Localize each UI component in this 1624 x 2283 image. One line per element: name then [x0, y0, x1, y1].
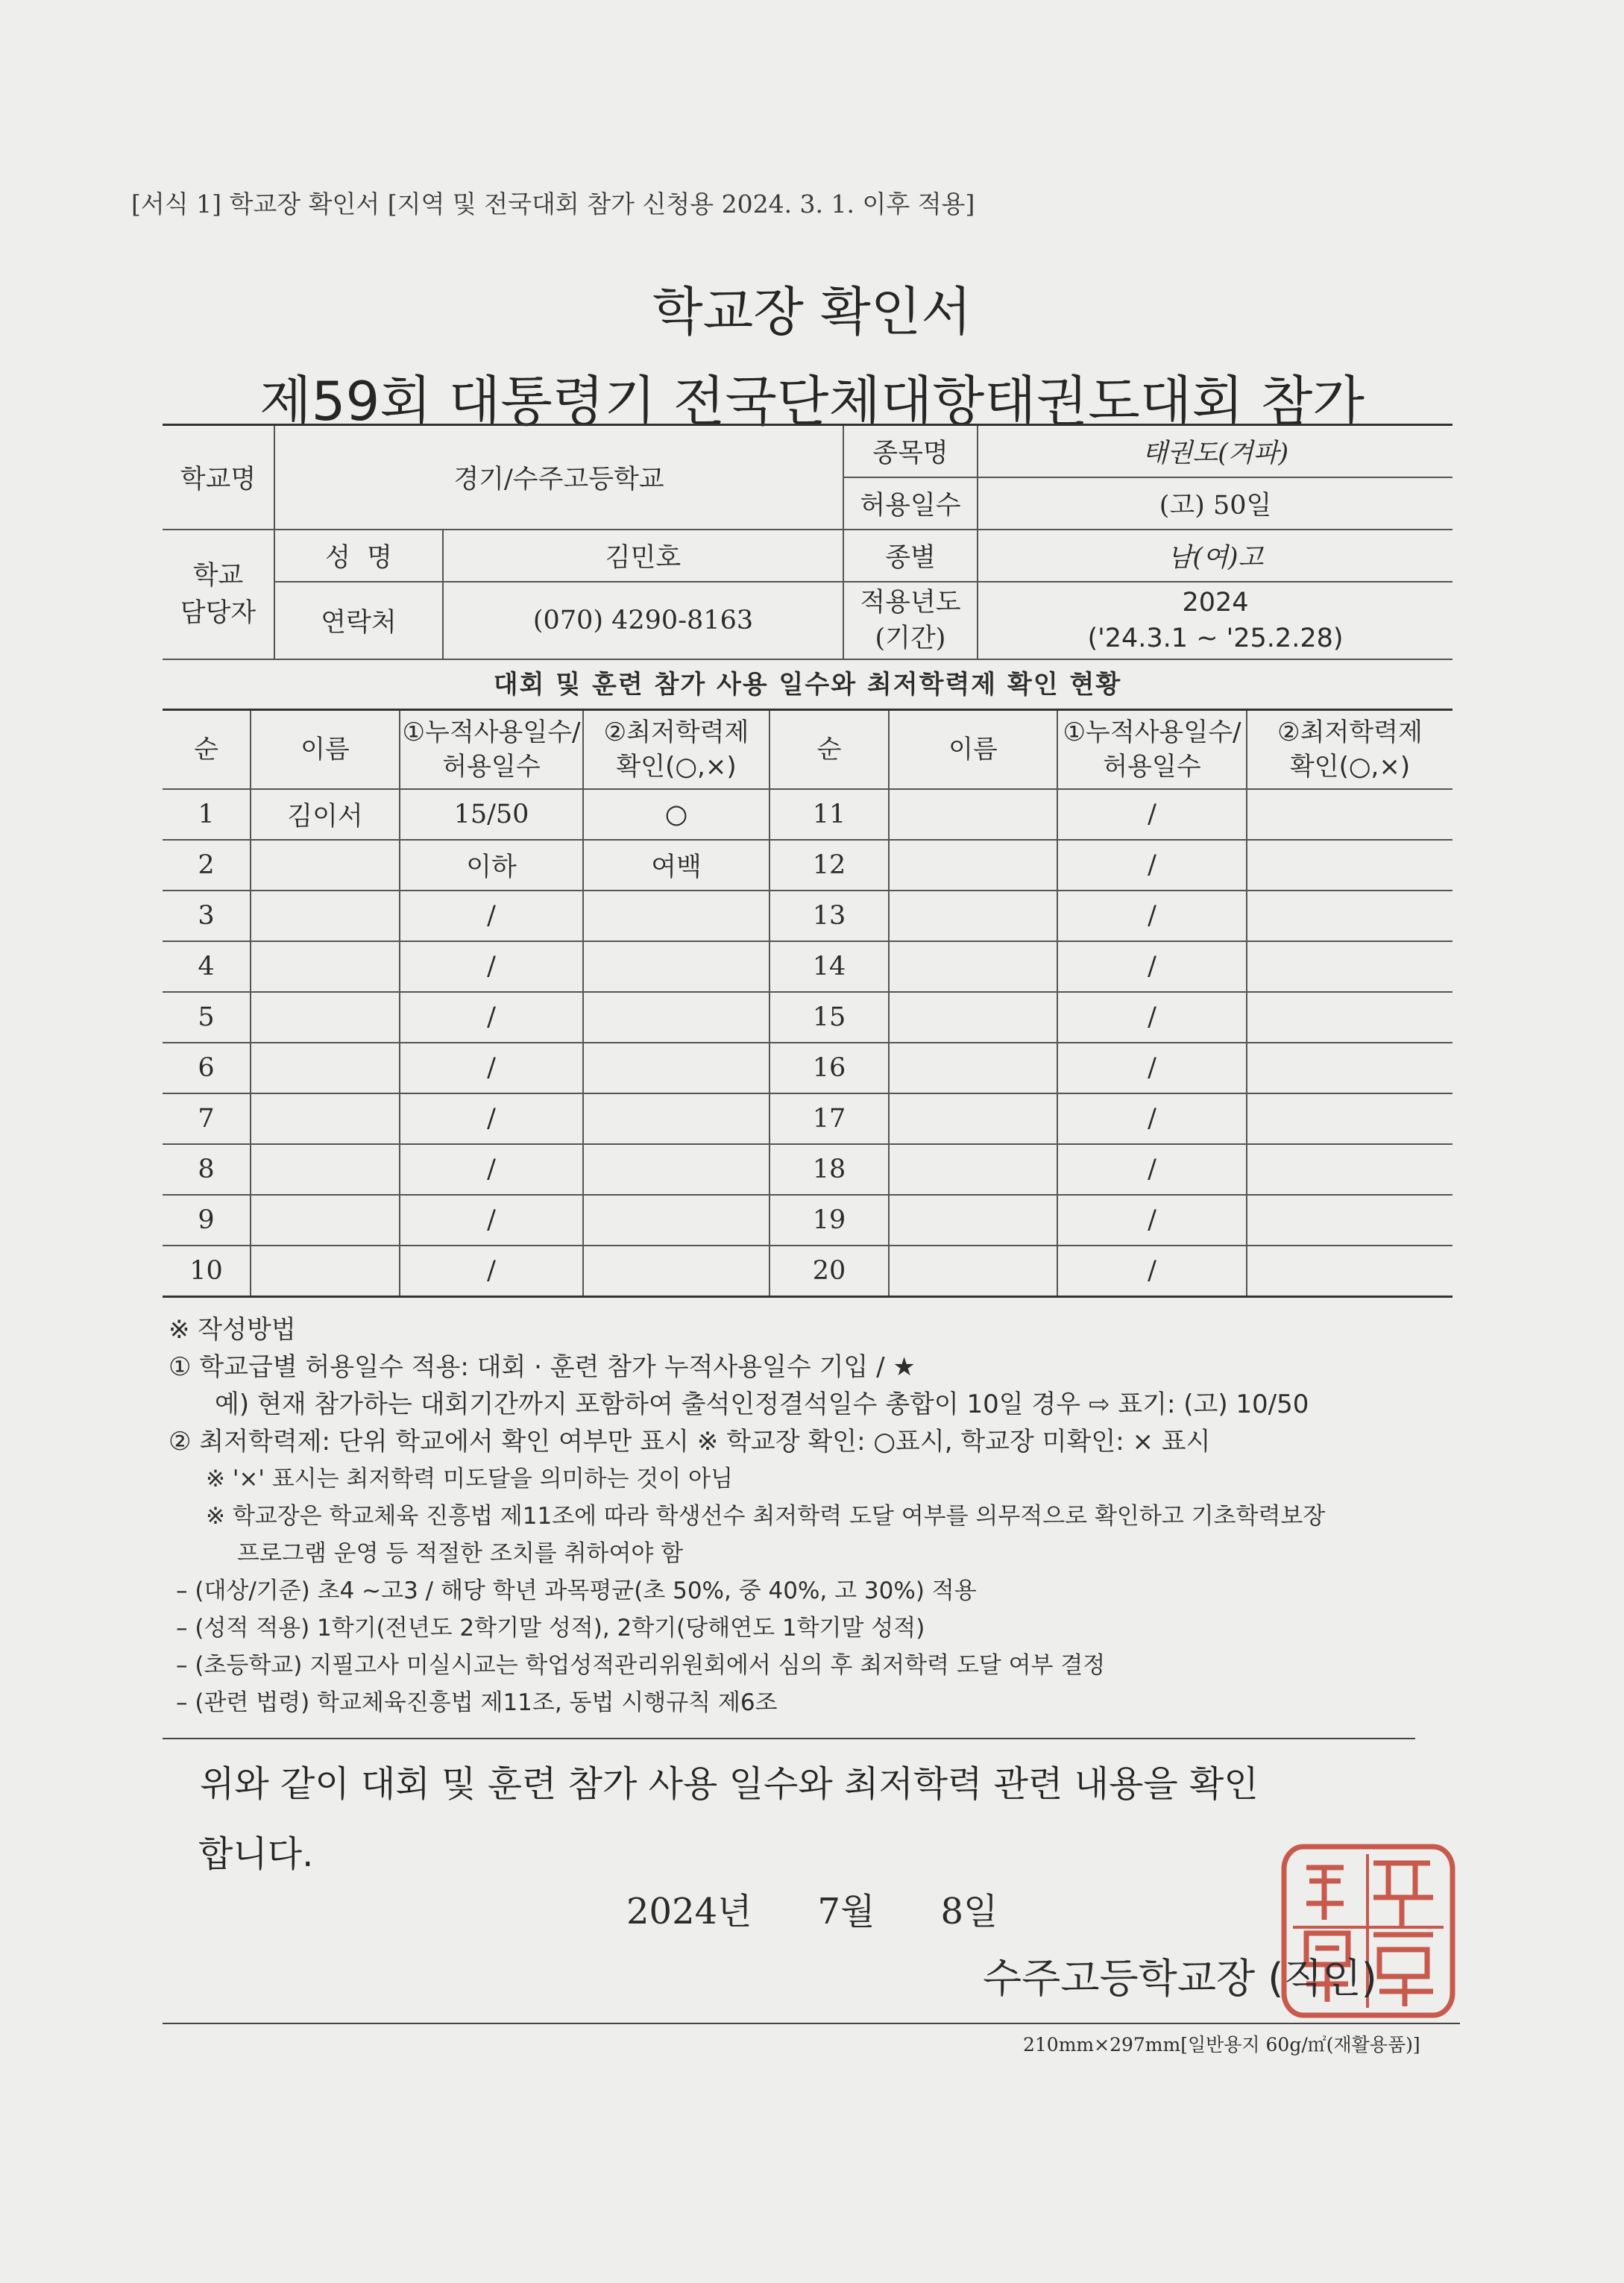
instruction-note-2-cont: 프로그램 운영 등 적절한 조치를 취하여야 함: [237, 1540, 684, 1567]
row-no: 9: [163, 1195, 251, 1246]
row-days-right: /: [1057, 891, 1247, 941]
row-no-right: 12: [769, 840, 889, 891]
row-no-right: 15: [769, 992, 889, 1043]
contact-group-label: [163, 530, 274, 659]
row-days: /: [400, 941, 583, 992]
instruction-dash-1: – (대상/기준) 초4 ~고3 / 해당 학년 과목평균(초 50%, 중 40%, 고 30%) 적용: [176, 1577, 977, 1604]
instruction-note-2: ※ 학교장은 학교체육 진흥법 제11조에 따라 학생선수 최저학력 도달 여부를 의무적으로 확인하고 기초학력보장: [206, 1503, 1326, 1530]
contact-group-label-2: 담당자: [180, 597, 256, 628]
row-no-right: 19: [769, 1195, 889, 1246]
instruction-dash-2: – (성적 적용) 1학기(전년도 2학기말 성적), 2학기(당해연도 1학기말 성적): [176, 1615, 925, 1642]
header-days: [400, 710, 583, 790]
confirmation-line-2: 합니다.: [198, 1833, 314, 1875]
row-days-right: /: [1057, 840, 1247, 891]
row-no: 5: [163, 992, 251, 1043]
row-check: ○: [583, 789, 769, 840]
row-check-right: [1247, 1144, 1453, 1195]
row-days: /: [400, 1093, 583, 1144]
row-days-right: /: [1057, 1195, 1247, 1246]
row-check: [583, 1144, 769, 1195]
row-check: [583, 891, 769, 941]
row-check-right: [1247, 789, 1453, 840]
row-no: 2: [163, 840, 251, 891]
year-label-1: 적용년도: [860, 587, 961, 618]
table-row: [163, 1043, 1453, 1093]
row-check-right: [1247, 992, 1453, 1043]
info-table: [163, 424, 1453, 660]
header-check-right-1: ②최저학력제: [1277, 717, 1423, 747]
status-title: 대회 및 훈련 참가 사용 일수와 최저학력제 확인 현황: [493, 670, 1122, 700]
form-note: [서식 1] 학교장 확인서 [지역 및 전국대회 참가 신청용 2024. 3. 1. 이후 적용]: [131, 189, 975, 219]
header-check: [583, 710, 769, 790]
event-value: 태권도(겨파): [978, 425, 1453, 477]
period-value: ('24.3.1 ~ '25.2.28): [1087, 623, 1344, 653]
header-days-right: [1057, 710, 1247, 790]
year-label: [843, 582, 978, 659]
row-days-right: /: [1057, 941, 1247, 992]
row-check: [583, 1043, 769, 1093]
school-label: 학교명: [163, 425, 274, 530]
row-check-right: [1247, 941, 1453, 992]
year-value-cell: [978, 582, 1453, 659]
table-row: [163, 1144, 1453, 1195]
table-row: [163, 891, 1453, 941]
header-check-2: 확인(○,×): [616, 752, 737, 782]
date-month: 7월: [817, 1891, 875, 1932]
row-name-right: [889, 1043, 1057, 1093]
row-check: [583, 941, 769, 992]
table-row: [163, 789, 1453, 840]
header-no: 순: [163, 710, 251, 790]
header-days-2: 허용일수: [442, 752, 541, 782]
row-name-right: [889, 789, 1057, 840]
category-label: 종별: [843, 530, 978, 582]
row-no: 7: [163, 1093, 251, 1144]
year-value: 2024: [1182, 587, 1249, 618]
row-check: [583, 1246, 769, 1297]
row-name-right: [889, 1246, 1057, 1297]
divider-bottom: [163, 2023, 1460, 2024]
instruction-item-1-example: 예) 현재 참가하는 대회기간까지 포함하여 출석인정결석일수 총합이 10일 경우 ⇨ 표기: (고) 10/50: [215, 1389, 1309, 1419]
row-days: /: [400, 1195, 583, 1246]
status-grid: [163, 709, 1453, 1298]
instruction-item-1: ① 학교급별 허용일수 적용: 대회 · 훈련 참가 누적사용일수 기입 / ★: [169, 1352, 916, 1382]
name-value: 김민호: [443, 530, 843, 582]
allowed-days-value: (고) 50일: [978, 477, 1453, 530]
row-name: 김이서: [251, 789, 400, 840]
row-days: /: [400, 1043, 583, 1093]
table-row: [163, 1093, 1453, 1144]
row-name-right: [889, 992, 1057, 1043]
row-name: [251, 1246, 400, 1297]
header-check-right-2: 확인(○,×): [1289, 752, 1411, 782]
row-no: 10: [163, 1246, 251, 1297]
row-no-right: 13: [769, 891, 889, 941]
row-check-right: [1247, 840, 1453, 891]
row-no: 4: [163, 941, 251, 992]
document-subtitle: 제59회 대통령기 전국단체대항태권도대회 참가: [259, 370, 1365, 433]
row-name: [251, 891, 400, 941]
header-name: 이름: [251, 710, 400, 790]
row-no-right: 16: [769, 1043, 889, 1093]
row-no: 1: [163, 789, 251, 840]
row-check-right: [1247, 1093, 1453, 1144]
instructions-heading: ※ 작성방법: [169, 1315, 296, 1345]
table-row: [163, 941, 1453, 992]
table-row: [163, 1246, 1453, 1297]
row-check: 여백: [583, 840, 769, 891]
date-day: 8일: [940, 1891, 998, 1932]
header-days-1: ①누적사용일수/: [402, 717, 581, 747]
row-name-right: [889, 1144, 1057, 1195]
row-days-right: /: [1057, 992, 1247, 1043]
phone-value: (070) 4290-8163: [443, 582, 843, 659]
instruction-dash-3: – (초등학교) 지필고사 미실시교는 학업성적관리위원회에서 심의 후 최저학력 도달 여부 결정: [176, 1652, 1106, 1679]
row-check-right: [1247, 1195, 1453, 1246]
issue-date: [626, 1882, 1063, 1934]
row-name: [251, 992, 400, 1043]
row-name-right: [889, 1195, 1057, 1246]
confirmation-line-1: 위와 같이 대회 및 훈련 참가 사용 일수와 최저학력 관련 내용을 확인: [200, 1763, 1259, 1805]
confirmation-text: [200, 1749, 1438, 1889]
paper-spec: 210mm×297mm[일반용지 60g/㎡(재활용품)]: [1023, 2034, 1420, 2056]
row-name-right: [889, 1093, 1057, 1144]
row-name-right: [889, 840, 1057, 891]
name-label: 성 명: [274, 530, 443, 582]
row-name-right: [889, 891, 1057, 941]
row-no-right: 18: [769, 1144, 889, 1195]
instruction-item-2: ② 최저학력제: 단위 학교에서 확인 여부만 표시 ※ 학교장 확인: ○표시, 학교장 미확인: × 표시: [169, 1427, 1211, 1457]
row-no: 6: [163, 1043, 251, 1093]
row-check-right: [1247, 1043, 1453, 1093]
instruction-dash-4: – (관련 법령) 학교체육진흥법 제11조, 동법 시행규칙 제6조: [176, 1689, 778, 1716]
row-days-right: /: [1057, 1043, 1247, 1093]
row-check: [583, 992, 769, 1043]
row-check: [583, 1195, 769, 1246]
row-name: [251, 1043, 400, 1093]
row-check-right: [1247, 1246, 1453, 1297]
row-days-right: /: [1057, 1246, 1247, 1297]
row-no-right: 20: [769, 1246, 889, 1297]
school-value: 경기/수주고등학교: [274, 425, 843, 530]
row-days-right: /: [1057, 1144, 1247, 1195]
row-days: 이하: [400, 840, 583, 891]
row-name-right: [889, 941, 1057, 992]
contact-group-label-1: 학교: [192, 560, 244, 591]
row-days: /: [400, 1246, 583, 1297]
year-label-2: (기간): [875, 623, 946, 653]
table-row: [163, 992, 1453, 1043]
table-row: [163, 840, 1453, 891]
row-name: [251, 1093, 400, 1144]
instruction-note-1: ※ '×' 표시는 최저학력 미도달을 의미하는 것이 아님: [206, 1466, 733, 1492]
header-days-right-2: 허용일수: [1103, 752, 1201, 782]
row-check: [583, 1093, 769, 1144]
row-no: 3: [163, 891, 251, 941]
row-name: [251, 941, 400, 992]
row-no-right: 11: [769, 789, 889, 840]
header-name-right: 이름: [889, 710, 1057, 790]
header-check-right: [1247, 710, 1453, 790]
row-days-right: /: [1057, 789, 1247, 840]
table-row: [163, 1195, 1453, 1246]
row-name: [251, 1144, 400, 1195]
document-title: 학교장 확인서: [652, 281, 972, 342]
instructions: [169, 1311, 1466, 1721]
row-check-right: [1247, 891, 1453, 941]
row-days: 15/50: [400, 789, 583, 840]
row-days: /: [400, 891, 583, 941]
phone-label: 연락처: [274, 582, 443, 659]
row-no-right: 14: [769, 941, 889, 992]
row-days: /: [400, 1144, 583, 1195]
row-name: [251, 840, 400, 891]
principal-signature: 수주고등학교장 (직인): [983, 1955, 1377, 2002]
allowed-days-label: 허용일수: [843, 477, 978, 530]
row-name: [251, 1195, 400, 1246]
row-no: 8: [163, 1144, 251, 1195]
row-no-right: 17: [769, 1093, 889, 1144]
row-days-right: /: [1057, 1093, 1247, 1144]
header-check-1: ②최저학력제: [603, 717, 749, 747]
header-no-right: 순: [769, 710, 889, 790]
category-value: 남(여)고: [978, 530, 1453, 582]
header-days-right-1: ①누적사용일수/: [1063, 717, 1241, 747]
event-label: 종목명: [843, 425, 978, 477]
row-days: /: [400, 992, 583, 1043]
grid-header-row: [163, 710, 1453, 790]
divider-top: [163, 1738, 1415, 1739]
date-year: 2024년: [626, 1891, 752, 1932]
